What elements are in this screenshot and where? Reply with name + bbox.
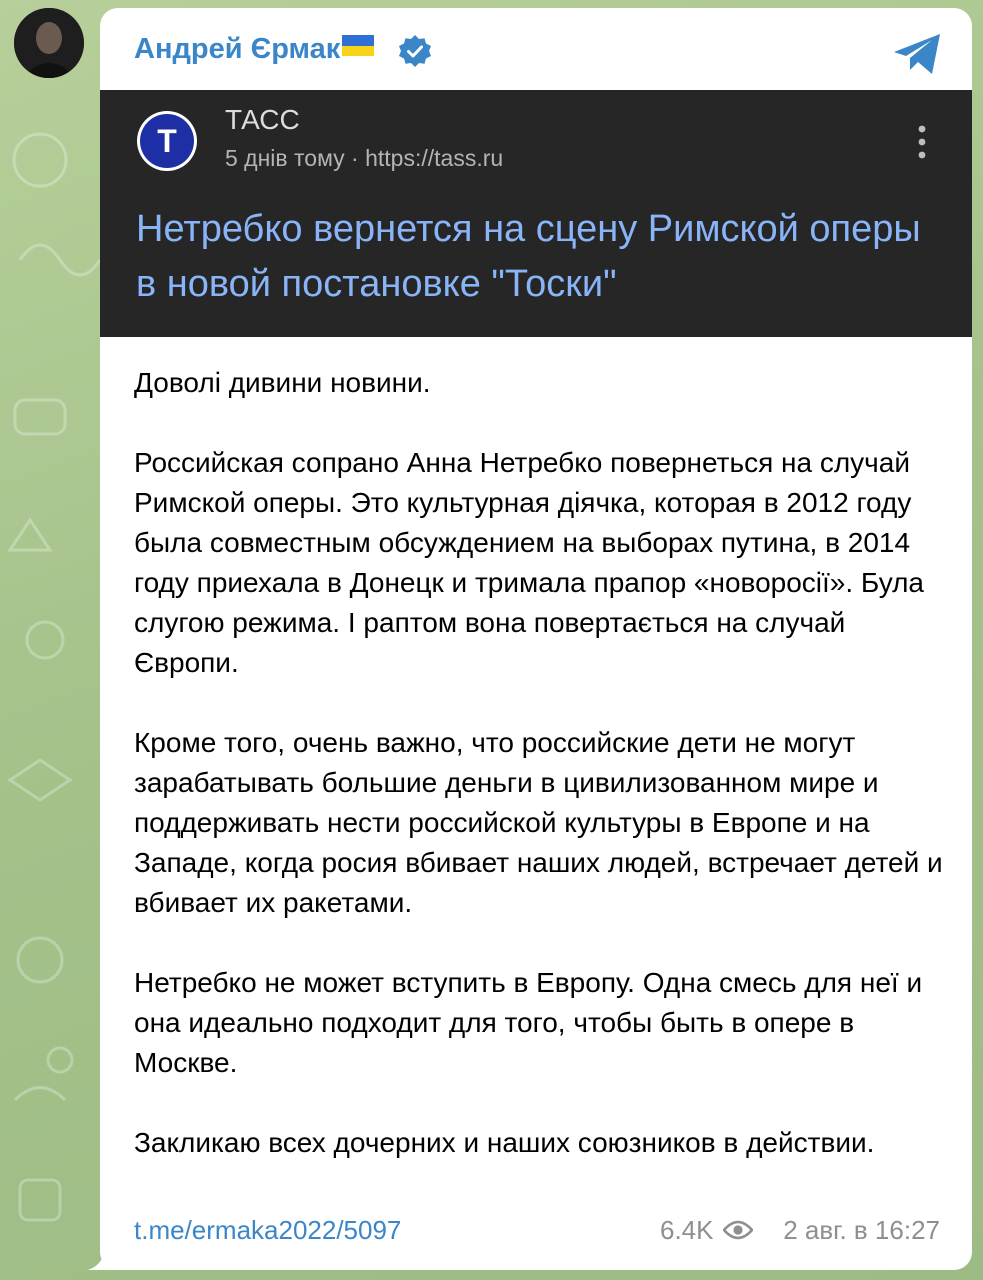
author-avatar[interactable] — [14, 8, 84, 78]
eye-icon — [723, 1220, 753, 1240]
paragraph: Нетребко не может вступить в Европу. Одна смесь для неї и она идеально подходит для того, чтобы быть в опере в Москве. — [134, 967, 923, 1078]
paragraph: Российская сопрано Анна Нетребко повернеться на случай Римской оперы. Это культурная діячка, которая в 2012 году была совместным обсуждением на выборах путина, в 2014 году приехала в Донецк и тримала прапор «новоросії». Була слугою режима. І раптом вона повертається на случай Європи. — [134, 447, 924, 678]
paragraph: Закликаю всех дочерних и наших союзников в действии. — [134, 1127, 875, 1158]
source-meta: 5 днів тому · https://tass.ru — [225, 145, 504, 171]
tass-logo-icon — [136, 110, 198, 172]
source-name: ТАСС — [225, 104, 300, 135]
author-name-text: Андрей Єрмак — [134, 33, 341, 65]
tass-logo-letter: Т — [157, 123, 177, 159]
paragraph: Кроме того, очень важно, что российские дети не могут зарабатывать большие деньги в цивилизованном мире и поддерживать нести российской культуры в Европе и на Западе, когда росия вбивает наших людей, встречает детей и вбивает их ракетами. — [134, 727, 943, 918]
ukraine-flag-icon — [342, 35, 374, 56]
avatar-portrait — [14, 8, 84, 78]
author-name[interactable] — [134, 33, 374, 66]
news-headline[interactable]: Нетребко вернется на сцену Римской оперы в новой постановке "Тоски" — [136, 208, 921, 305]
link-preview-screenshot[interactable] — [100, 90, 972, 337]
post-link[interactable]: t.me/ermaka2022/5097 — [134, 1215, 402, 1245]
telegram-share-icon[interactable] — [890, 26, 944, 80]
message-footer — [134, 1211, 940, 1251]
verified-badge-icon — [398, 34, 432, 68]
message-header — [100, 8, 972, 90]
message-timestamp: 2 авг. в 16:27 — [783, 1215, 940, 1245]
paragraph: Доволі дивини новини. — [134, 367, 431, 398]
view-count: 6.4K — [660, 1215, 714, 1245]
message-text — [134, 363, 954, 1163]
more-options-icon[interactable] — [912, 124, 932, 160]
message-bubble — [100, 8, 972, 1270]
